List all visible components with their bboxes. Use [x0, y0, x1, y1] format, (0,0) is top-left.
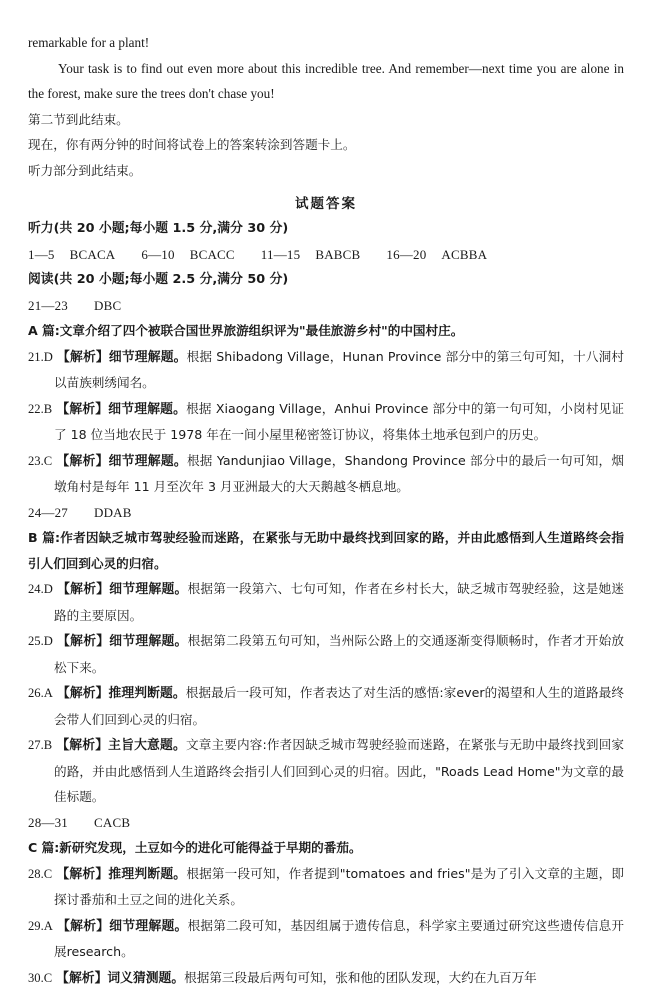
explanation-text: 根据最后一段可知，作者表达了对生活的感悟:家ever的渴望和人生的道路最终会带人们回到心灵的归宿。 [54, 685, 624, 727]
explanation-text: 根据 Yandunjiao Village，Shandong Province 部分中的最后一句可知，烟墩角村是每年 11 月至次年 3 月亚洲最大的大天鹅越冬栖息地。 [54, 453, 624, 495]
explanation-item [28, 344, 624, 396]
question-choice: B [44, 402, 52, 416]
question-number: 24. [28, 582, 44, 596]
question-choice: A [44, 686, 53, 700]
explanation-text: 根据第一段第六、七句可知，作者在乡村长大，缺乏城市驾驶经验，这是她迷路的主要原因。 [54, 581, 624, 623]
question-number: 27. [28, 738, 44, 752]
explanation-text: 根据第二段可知，基因组属于遗传信息，科学家主要通过研究这些遗传信息开展research。 [54, 918, 624, 960]
question-number: 30. [28, 971, 44, 985]
explanation-text: 根据第三段最后两句可知，张和他的团队发现，大约在九百万年 [184, 970, 537, 985]
answer-range-3: 11—15 [261, 247, 301, 262]
explanation-tag: 【解析】推理判断题。 [56, 867, 186, 882]
question-choice: D [44, 350, 53, 364]
explanation-text: 文章主要内容:作者因缺乏城市驾驶经验而迷路，在紧张与无助中最终找到回家的路，并由此感悟到人生道路终会指引人们回到心灵的归宿。因此，"Roads Lead Home"为文章的最佳标题。 [54, 737, 624, 804]
passage-line-1: remarkable for a plant! [28, 30, 624, 56]
question-number: 22. [28, 402, 44, 416]
explanation-tag: 【解析】细节理解题。 [57, 634, 187, 649]
explanation-text: 根据 Shibadong Village，Hunan Province 部分中的第三句可知，十八洞村以苗族刺绣闻名。 [54, 349, 624, 391]
question-choice: B [44, 738, 52, 752]
reading-section-heading: 阅读(共 20 小题;每小题 2.5 分,满分 50 分) [28, 267, 624, 293]
explanation-item [28, 965, 624, 991]
explanation-item [28, 576, 624, 628]
explanation-tag: 【解析】推理判断题。 [57, 686, 186, 701]
listening-end-line-3: 听力部分到此结束。 [28, 158, 624, 184]
reading-group-b-answers [28, 500, 624, 526]
explanation-tag: 【解析】细节理解题。 [57, 582, 187, 597]
explanation-tag: 【解析】主旨大意题。 [56, 738, 186, 753]
question-number: 26. [28, 686, 44, 700]
reading-group-c-answers [28, 810, 624, 836]
listening-section-heading: 听力(共 20 小题;每小题 1.5 分,满分 30 分) [28, 216, 624, 242]
reading-group-a-answers [28, 293, 624, 319]
group-a-passage-note: A 篇:文章介绍了四个被联合国世界旅游组织评为"最佳旅游乡村"的中国村庄。 [28, 318, 624, 344]
explanation-item [28, 396, 624, 448]
question-number: 29. [28, 919, 44, 933]
explanation-item [28, 448, 624, 500]
explanation-item [28, 628, 624, 680]
listening-end-line-2: 现在，你有两分钟的时间将试卷上的答案转涂到答题卡上。 [28, 132, 624, 158]
explanation-tag: 【解析】词义猜测题。 [56, 971, 184, 986]
listening-end-line-1: 第二节到此结束。 [28, 107, 624, 133]
answer-values-3: BABCB [315, 247, 360, 262]
question-choice: D [44, 634, 53, 648]
explanation-tag: 【解析】细节理解题。 [56, 402, 186, 417]
group-c-passage-note: C 篇:新研究发现，土豆如今的进化可能得益于早期的番茄。 [28, 835, 624, 861]
answer-values-1: BCACA [70, 247, 116, 262]
question-choice: C [44, 971, 52, 985]
question-choice: C [44, 867, 52, 881]
question-choice: D [44, 582, 53, 596]
question-number: 28. [28, 867, 44, 881]
answer-range-2: 6—10 [141, 247, 174, 262]
answer-range-4: 16—20 [386, 247, 426, 262]
group-b-passage-note: B 篇:作者因缺乏城市驾驶经验而迷路，在紧张与无助中最终找到回家的路，并由此感悟到人生道路终会指引人们回到心灵的归宿。 [28, 525, 624, 576]
group-b-values: DDAB [94, 505, 132, 520]
answer-values-2: BCACC [190, 247, 235, 262]
answer-range-1: 1—5 [28, 247, 55, 262]
group-c-values: CACB [94, 815, 130, 830]
question-number: 21. [28, 350, 44, 364]
explanation-text: 根据第二段第五句可知，当州际公路上的交通逐渐变得顺畅时，作者才开始放松下来。 [54, 633, 624, 675]
question-choice: A [44, 919, 53, 933]
group-c-range: 28—31 [28, 815, 68, 830]
answer-values-4: ACBBA [441, 247, 487, 262]
answer-title: 试题答案 [28, 192, 624, 212]
explanation-item [28, 913, 624, 965]
question-choice: C [44, 454, 52, 468]
question-number: 23. [28, 454, 44, 468]
explanation-item [28, 680, 624, 732]
explanation-tag: 【解析】细节理解题。 [57, 350, 187, 365]
explanation-text: 根据第一段可知，作者提到"tomatoes and fries"是为了引入文章的主题，即探讨番茄和土豆之间的进化关系。 [54, 866, 624, 908]
group-a-values: DBC [94, 298, 121, 313]
explanation-text: 根据 Xiaogang Village，Anhui Province 部分中的第一句可知，小岗村见证了 18 位当地农民于 1978 年在一间小屋里秘密签订协议，将集体土地承包到户的历史。 [54, 401, 624, 443]
group-b-range: 24—27 [28, 505, 68, 520]
passage-paragraph: Your task is to find out even more about this incredible tree. And remember—next time you are alone in the forest, make sure the trees don't chase you! [28, 56, 624, 107]
explanation-tag: 【解析】细节理解题。 [57, 919, 187, 934]
explanation-item [28, 732, 624, 810]
listening-answers-row [28, 242, 624, 268]
explanation-item [28, 861, 624, 913]
group-a-range: 21—23 [28, 298, 68, 313]
explanation-tag: 【解析】细节理解题。 [56, 454, 187, 469]
question-number: 25. [28, 634, 44, 648]
